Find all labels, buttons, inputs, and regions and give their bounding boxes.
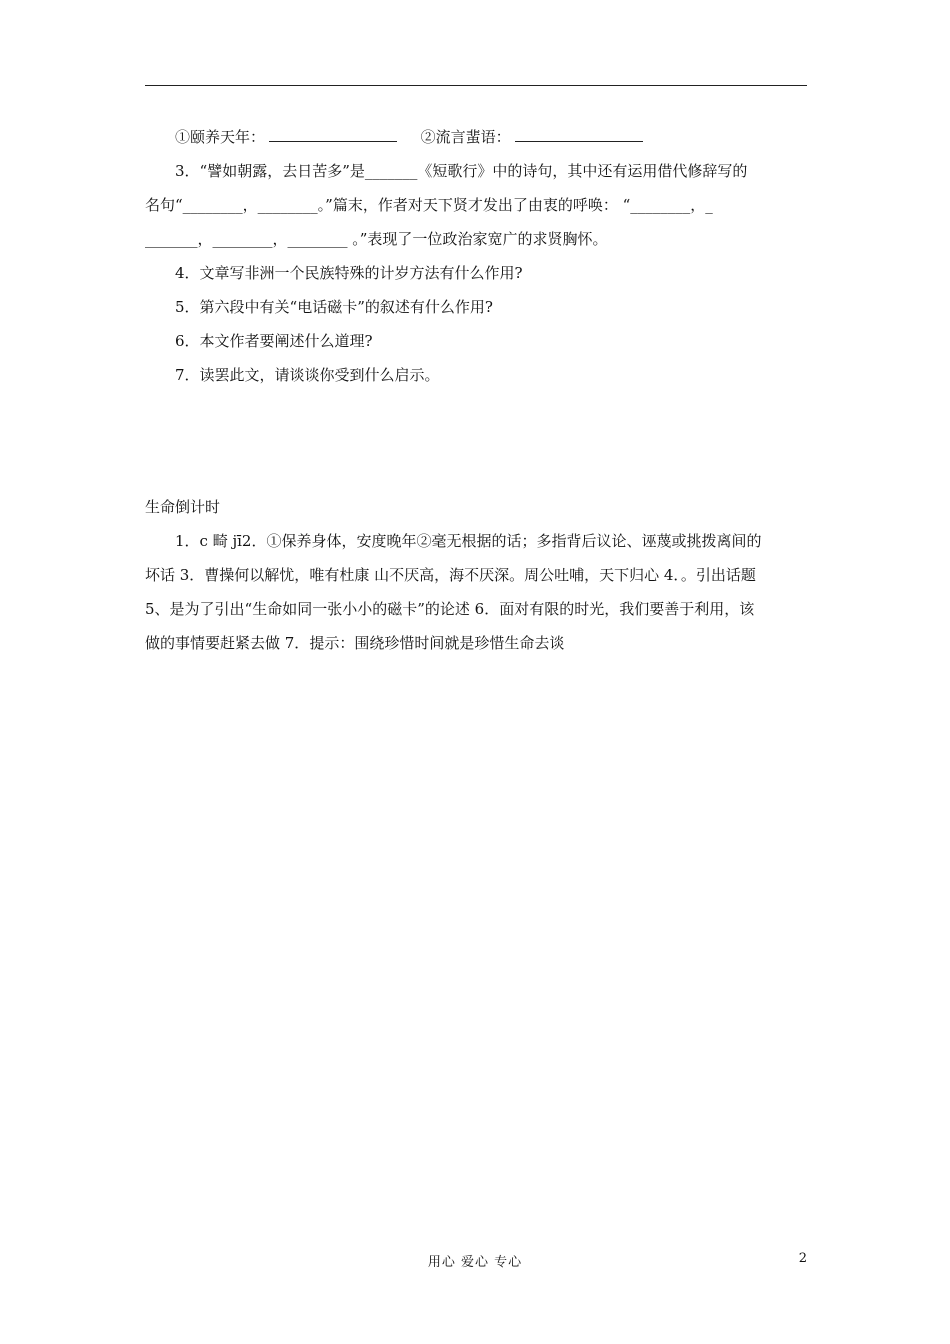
answers-line-1: 1．c 畸 jī2．①保养身体，安度晚年②毫无根据的话；多指背后议论、诬蔑或挑拨离间的 <box>175 532 762 550</box>
answers-title: 生命倒计时 <box>145 498 221 516</box>
q2-item-2-label: ②流言蜚语： <box>420 128 511 146</box>
q5: 5．第六段中有关“电话磁卡”的叙述有什么作用? <box>175 298 493 316</box>
q2-item-1-blank <box>269 125 397 142</box>
q3-line-2: 名句“________，________。”篇末，作者对天下贤才发出了由衷的呼唤： “________，_ <box>145 196 713 214</box>
header-rule <box>145 85 807 86</box>
q2-item-2-blank <box>515 125 643 142</box>
q3-line-1: 3．“譬如朝露，去日苦多”是_______《短歌行》中的诗句，其中还有运用借代修辞写的 <box>175 162 748 180</box>
q2-item-1-label: ①颐养天年： <box>175 128 266 146</box>
answers-line-3: 5、是为了引出“生命如同一张小小的磁卡”的论述 6．面对有限的时光，我们要善于利用，该 <box>145 600 755 618</box>
document-body <box>145 120 807 660</box>
footer-motto: 用心 爱心 专心 <box>427 1255 523 1270</box>
page-number: 2 <box>798 1251 807 1266</box>
q7: 7．读罢此文，请谈谈你受到什么启示。 <box>175 366 440 384</box>
q2-items-line <box>145 120 807 154</box>
spacer <box>145 392 807 490</box>
answers-line-2: 坏话 3．曹操何以解忧，唯有杜康 山不厌高，海不厌深。周公吐哺，天下归心 4．。引出话题 <box>145 566 756 584</box>
q3-line-3: _______，________，________ 。”表现了一位政治家宽广的求贤胸怀。 <box>145 230 608 248</box>
answers-line-4: 做的事情要赶紧去做 7．提示：围绕珍惜时间就是珍惜生命去谈 <box>145 634 565 652</box>
q4: 4．文章写非洲一个民族特殊的计岁方法有什么作用? <box>175 264 523 282</box>
q6: 6．本文作者要阐述什么道理? <box>175 332 373 350</box>
